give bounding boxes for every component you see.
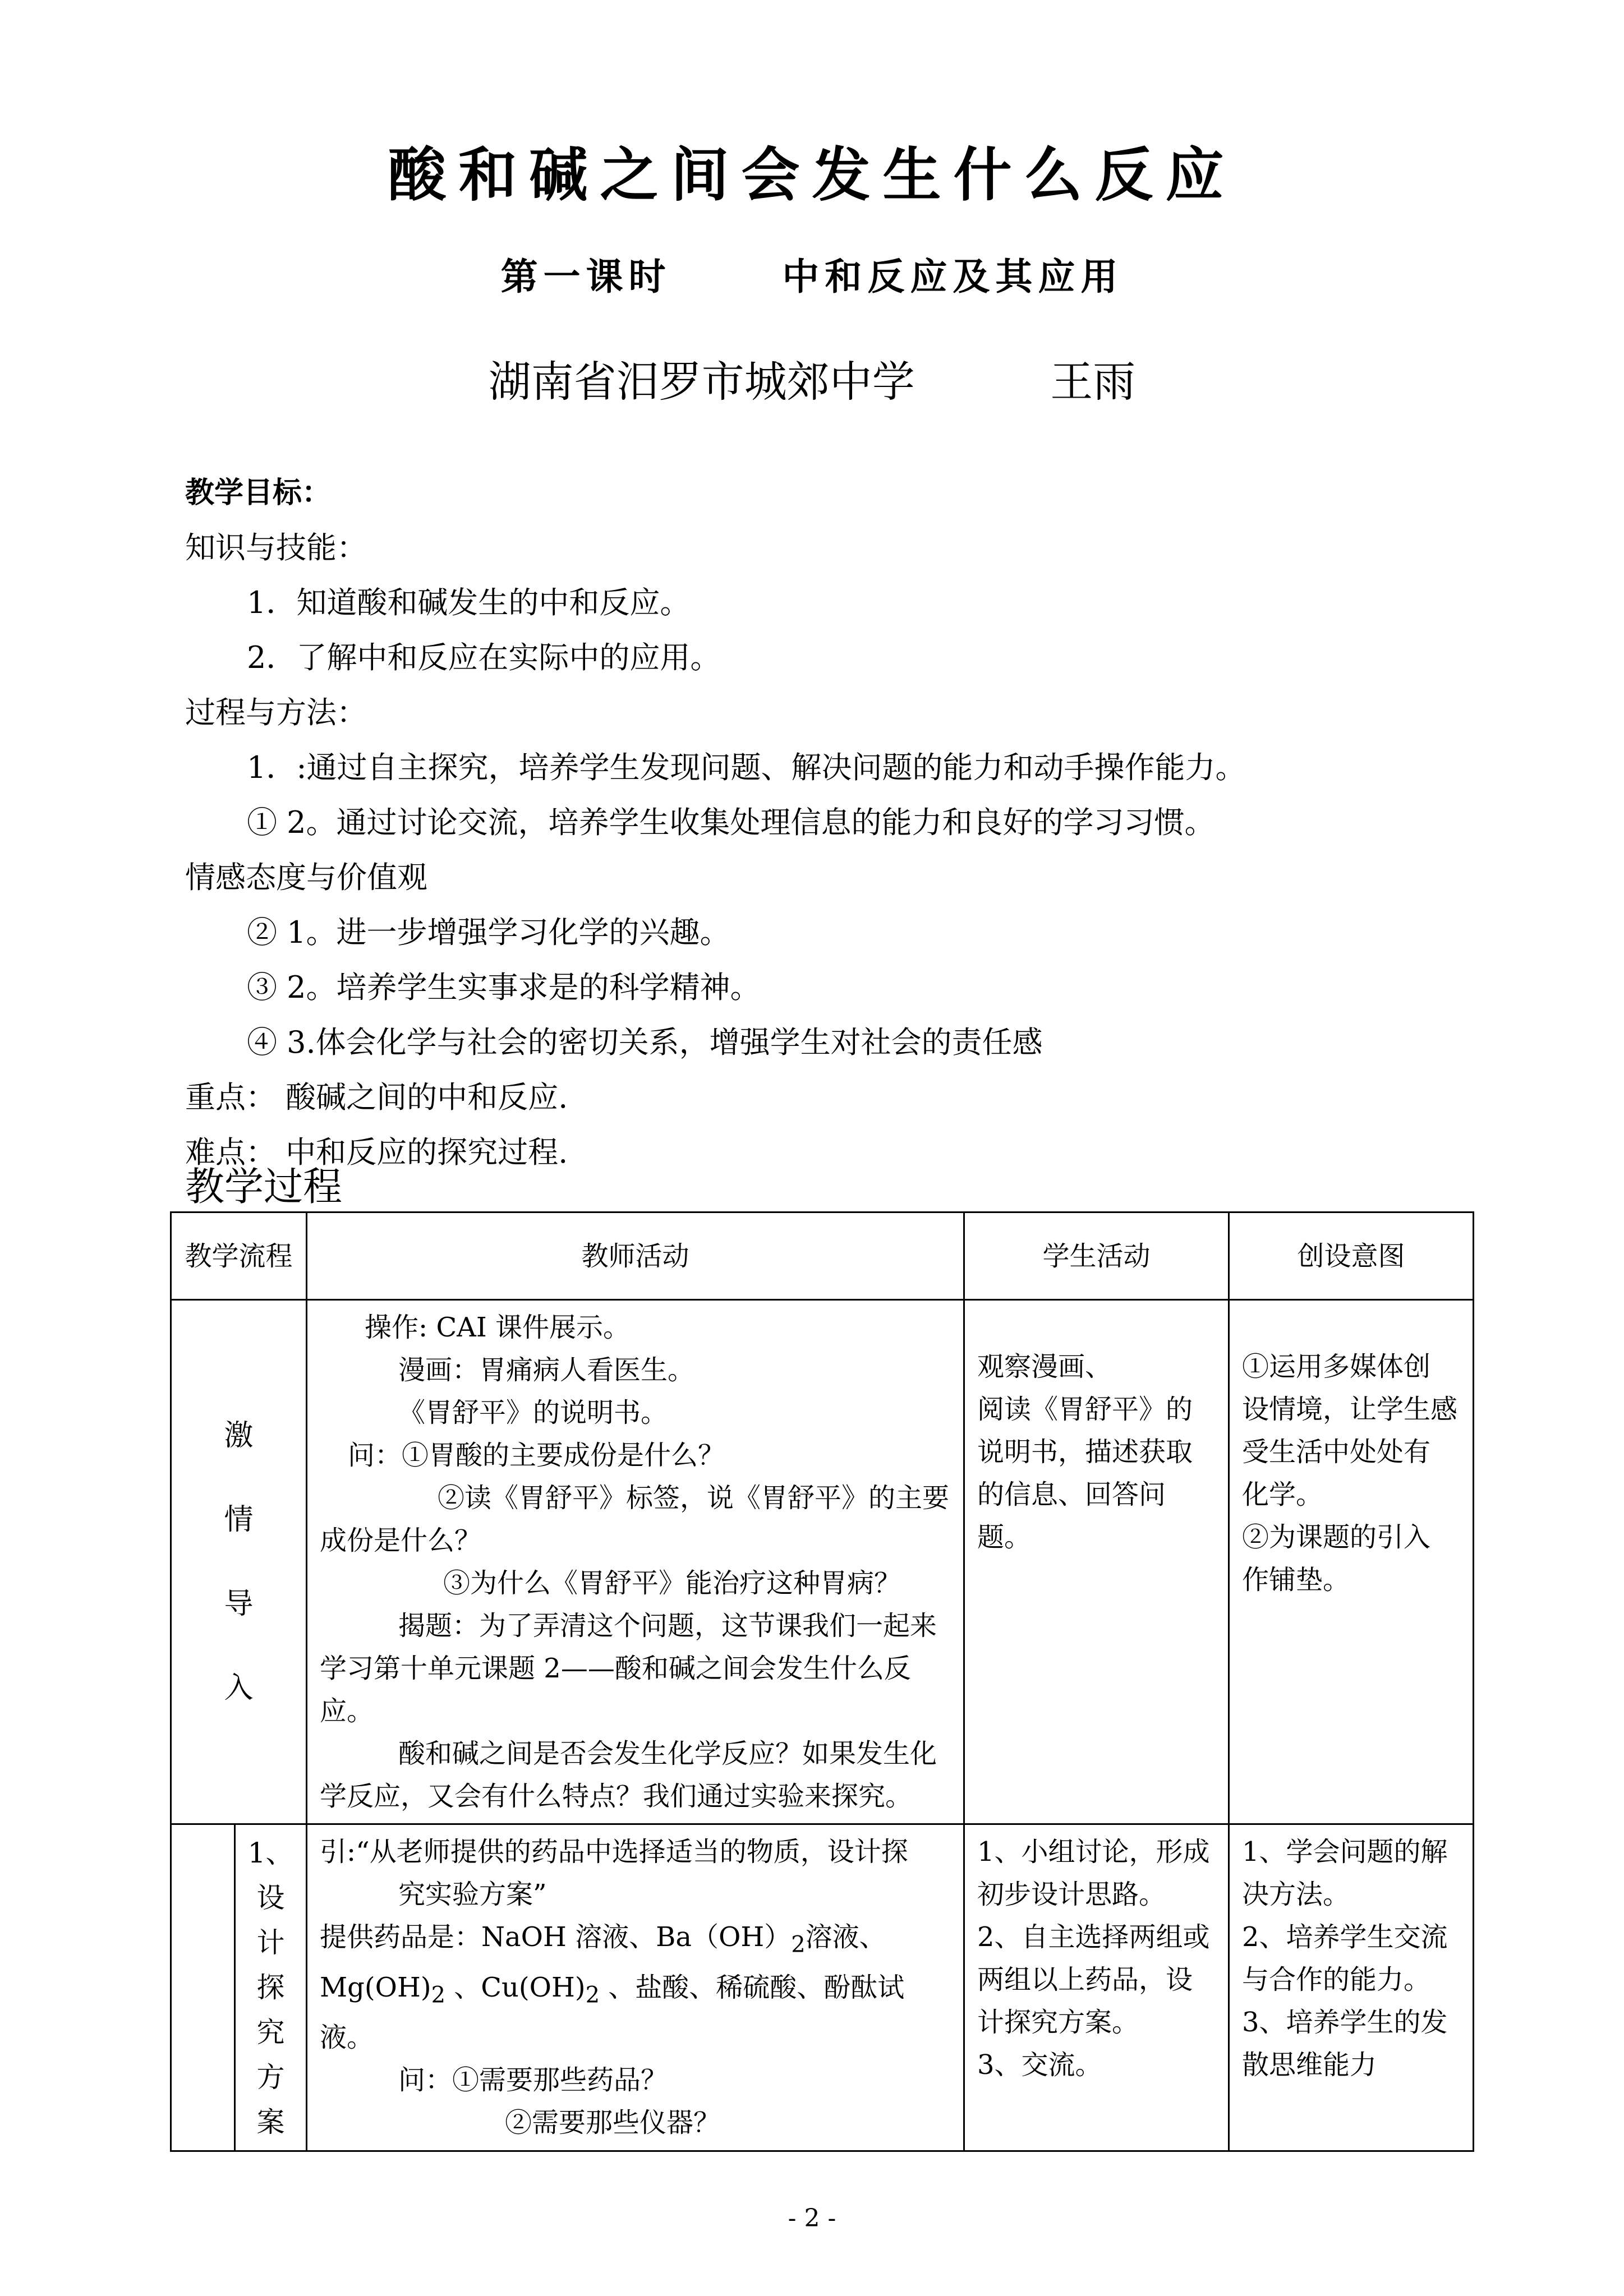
intent-line: 化学。 xyxy=(1242,1479,1323,1510)
teacher-line: 学反应，又会有什么特点？我们通过实验来探究。 xyxy=(320,1781,913,1812)
intent-line: 散思维能力 xyxy=(1242,2049,1377,2081)
page-number: - 2 - xyxy=(788,2204,836,2233)
stage-group-cell xyxy=(171,1824,235,2151)
drug-list-text: Mg(OH) xyxy=(320,1971,431,2003)
substage-char: 1、 xyxy=(247,1837,294,1869)
objectives-heading: 教学目标： xyxy=(185,476,332,510)
intent-line: 与合作的能力。 xyxy=(1242,1964,1431,1995)
student-line: 两组以上药品，设 xyxy=(977,1964,1193,1995)
teacher-line: 漫画：胃痛病人看医生。 xyxy=(398,1354,695,1386)
intent-line: 1、学会问题的解 xyxy=(1242,1836,1448,1868)
student-line: 初步设计思路。 xyxy=(977,1879,1166,1910)
student-line: 阅读《胃舒平》的 xyxy=(977,1394,1193,1425)
drug-list-text: 、盐酸、稀硫酸、酚酞试液。 xyxy=(320,1971,905,2054)
attitude-item: ③ 2。培养学生实事求是的科学精神。 xyxy=(247,970,761,1005)
teacher-line: 操作: CAI 课件展示。 xyxy=(365,1312,631,1343)
substage-char: 究 xyxy=(256,2016,285,2049)
substage-cell xyxy=(235,1824,307,2151)
subscript-2: 2 xyxy=(585,1982,600,2008)
teacher-line xyxy=(320,1966,951,2059)
header-stage: 教学流程 xyxy=(171,1212,307,1300)
intent-line: ①运用多媒体创 xyxy=(1242,1351,1431,1382)
teacher-activity-cell xyxy=(307,1824,964,2151)
substage-char: 计 xyxy=(256,1926,285,1959)
author-line: 湖南省汨罗市城郊中学 王雨 xyxy=(488,357,1136,407)
teacher-line: 应。 xyxy=(320,1695,374,1727)
teacher-line: 揭题：为了弄清这个问题，这节课我们一起来 xyxy=(398,1610,937,1642)
intent-line: 3、培养学生的发 xyxy=(1242,2007,1448,2038)
knowledge-heading: 知识与技能： xyxy=(185,530,367,565)
header-teacher: 教师活动 xyxy=(307,1212,964,1300)
student-line: 2、自主选择两组或 xyxy=(977,1921,1210,1953)
teaching-process-heading: 教学过程 xyxy=(185,1164,342,1210)
drug-list-text: 提供药品是：NaOH 溶液、Ba（OH） xyxy=(320,1921,792,1953)
knowledge-item: 1．知道酸和碱发生的中和反应。 xyxy=(247,585,691,620)
teaching-process-table xyxy=(170,1211,1474,2152)
stage-char: 入 xyxy=(224,1671,254,1705)
intent-line: ②为课题的引入 xyxy=(1242,1522,1431,1553)
substage-char: 设 xyxy=(256,1882,285,1914)
table-header-row xyxy=(171,1212,1474,1300)
teacher-line: 问：①胃酸的主要成份是什么？ xyxy=(348,1440,725,1471)
attitude-heading: 情感态度与价值观 xyxy=(185,860,427,895)
stage-char: 情 xyxy=(224,1503,254,1537)
intent-cell xyxy=(1229,1824,1474,2151)
intent-line: 设情境，让学生感 xyxy=(1242,1394,1458,1425)
lesson-subtitle: 第一课时 中和反应及其应用 xyxy=(500,255,1124,298)
document-title: 酸和碱之间会发生什么反应 xyxy=(388,140,1236,209)
drug-list-text: 溶液、 xyxy=(805,1921,886,1953)
difficulty: 难点： 中和反应的探究过程. xyxy=(185,1135,568,1170)
intent-line: 作铺垫。 xyxy=(1242,1564,1350,1596)
table-row xyxy=(171,1300,1474,1824)
student-line: 计探究方案。 xyxy=(977,2007,1139,2038)
intent-line: 受生活中处处有 xyxy=(1242,1436,1431,1468)
process-method-heading: 过程与方法： xyxy=(185,695,367,730)
teacher-line: 究实验方案” xyxy=(398,1879,547,1910)
key-point: 重点： 酸碱之间的中和反应. xyxy=(185,1080,568,1115)
intent-line: 2、培养学生交流 xyxy=(1242,1921,1448,1953)
teacher-line: 引:“从老师提供的药品中选择适当的物质，设计探 xyxy=(320,1836,908,1868)
teacher-line: ②需要那些仪器？ xyxy=(505,2107,721,2139)
stage-cell xyxy=(171,1300,307,1824)
header-intent: 创设意图 xyxy=(1229,1212,1474,1300)
teacher-activity-cell xyxy=(307,1300,964,1824)
student-activity-cell xyxy=(964,1824,1229,2151)
student-line: 3、交流。 xyxy=(977,2049,1102,2081)
teacher-line: 《胃舒平》的说明书。 xyxy=(398,1397,668,1428)
teacher-line: 问：①需要那些药品？ xyxy=(398,2064,668,2096)
teacher-line: ②读《胃舒平》标签，说《胃舒平》的主要 xyxy=(438,1482,950,1514)
student-line: 1、小组讨论，形成 xyxy=(977,1836,1210,1868)
process-item: ① 2。通过讨论交流，培养学生收集处理信息的能力和良好的学习习惯。 xyxy=(247,805,1215,840)
substage-char: 探 xyxy=(256,1971,285,2004)
header-student: 学生活动 xyxy=(964,1212,1229,1300)
substage-char: 案 xyxy=(256,2106,285,2138)
student-line: 说明书，描述获取 xyxy=(977,1436,1193,1468)
student-activity-cell xyxy=(964,1300,1229,1824)
table-row xyxy=(171,1824,1474,2151)
process-item: 1．:通过自主探究，培养学生发现问题、解决问题的能力和动手操作能力。 xyxy=(247,750,1246,785)
subscript-2: 2 xyxy=(791,1931,806,1958)
intent-line: 决方法。 xyxy=(1242,1879,1350,1910)
stage-char: 激 xyxy=(224,1419,254,1453)
teacher-line: ③为什么《胃舒平》能治疗这种胃病？ xyxy=(443,1567,901,1599)
stage-char: 导 xyxy=(224,1587,254,1621)
attitude-item: ② 1。进一步增强学习化学的兴趣。 xyxy=(247,915,730,950)
objectives-section xyxy=(185,465,1475,1180)
teacher-line xyxy=(320,1916,951,1966)
teacher-line: 学习第十单元课题 2——酸和碱之间会发生什么反 xyxy=(320,1653,911,1684)
student-line: 的信息、回答问题。 xyxy=(977,1479,1166,1553)
subscript-2: 2 xyxy=(431,1982,446,2008)
knowledge-item: 2．了解中和反应在实际中的应用。 xyxy=(247,640,721,675)
teacher-line: 成份是什么？ xyxy=(320,1525,482,1556)
attitude-item: ④ 3.体会化学与社会的密切关系，增强学生对社会的责任感 xyxy=(247,1025,1043,1060)
student-line: 观察漫画、 xyxy=(977,1351,1112,1382)
substage-char: 方 xyxy=(256,2061,285,2094)
teacher-line: 酸和碱之间是否会发生化学反应？如果发生化 xyxy=(398,1738,937,1769)
drug-list-text: 、Cu(OH) xyxy=(445,1971,586,2003)
intent-cell xyxy=(1229,1300,1474,1824)
